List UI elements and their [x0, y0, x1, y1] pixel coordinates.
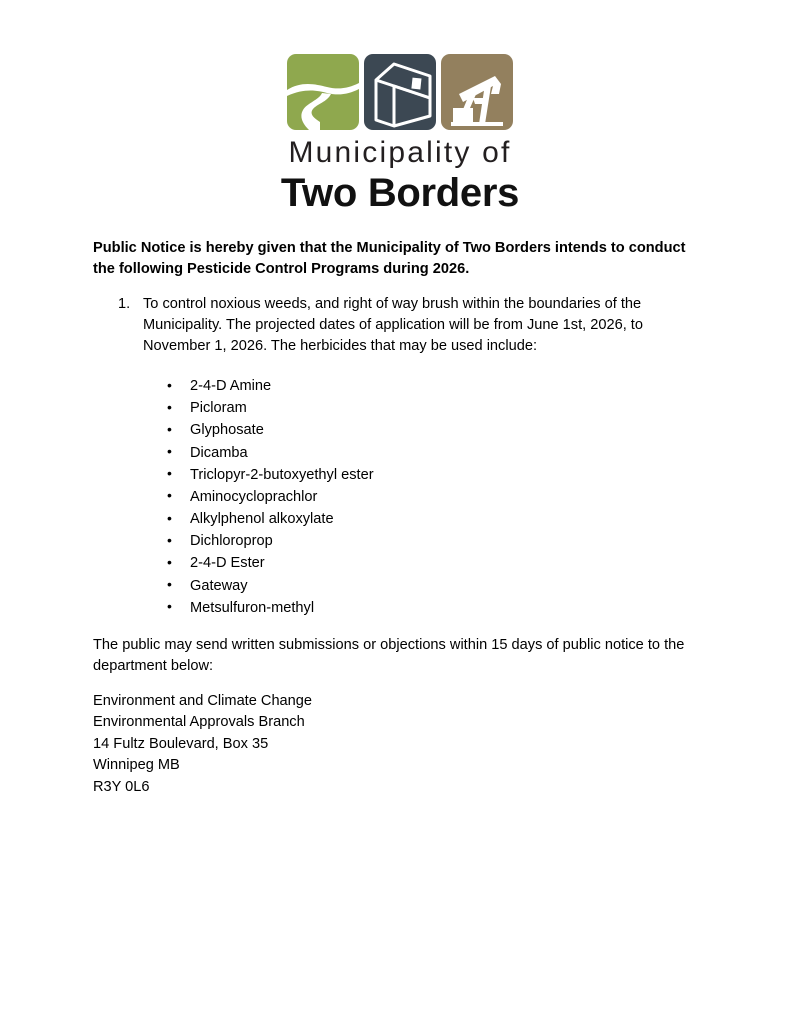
herbicide-name: 2-4-D Amine [190, 378, 272, 394]
list-item [93, 397, 693, 419]
herbicide-name: 2-4-D Ester [190, 555, 265, 572]
municipality-logo [0, 54, 800, 214]
department-address [93, 691, 693, 798]
notice-lead-paragraph: Public Notice is hereby given that the Municipality of Two Borders intends to conduct the following Pesticide Control Programs during 2026. [93, 240, 686, 277]
oil-pumpjack-tile [441, 54, 513, 130]
list-item [93, 552, 693, 574]
bullet-icon: • [167, 598, 172, 615]
grain-elevator-icon [364, 54, 436, 130]
numbered-list-item [93, 294, 691, 357]
herbicide-list [93, 375, 693, 619]
bullet-icon: • [167, 376, 172, 393]
numbered-program-list [93, 294, 693, 357]
grain-elevator-tile [364, 54, 436, 130]
list-item [93, 597, 693, 619]
herbicide-name: Picloram [190, 400, 247, 417]
herbicide-name: Glyphosate [190, 422, 264, 439]
list-item-marker: 1. [118, 296, 131, 312]
list-item-text: To control noxious weeds, and right of way brush within the boundaries of the Municipality. The projected dates of application will be from June 1st, 2026, to November 1, 2026. The herbicides that may be used include: [143, 296, 643, 354]
list-item [93, 442, 693, 464]
submissions-paragraph: The public may send written submissions or objections within 15 days of public notice to the department below: [93, 636, 685, 674]
bullet-icon: • [167, 553, 172, 570]
address-line: Environment and Climate Change [93, 692, 313, 709]
herbicide-name: Aminocycloprachlor [190, 488, 318, 505]
bullet-icon: • [167, 398, 172, 415]
list-item [93, 375, 693, 397]
address-line: Winnipeg MB [93, 757, 180, 774]
herbicide-name: Triclopyr-2-butoxyethyl ester [190, 466, 374, 483]
logo-tile-group [0, 54, 800, 130]
bullet-icon: • [167, 465, 172, 482]
list-item [93, 575, 693, 597]
address-line: R3Y 0L6 [93, 778, 150, 795]
list-item [93, 486, 693, 508]
address-line: Environmental Approvals Branch [93, 714, 305, 731]
notice-body [93, 238, 693, 798]
winding-road-tile [287, 54, 359, 130]
bullet-icon: • [167, 487, 172, 504]
bullet-icon: • [167, 420, 172, 437]
oil-pumpjack-icon [441, 54, 513, 130]
list-item [93, 530, 693, 552]
herbicide-name: Dichloroprop [190, 533, 273, 550]
herbicide-name: Gateway [190, 577, 248, 594]
logo-wordmark [0, 136, 800, 214]
bullet-icon: • [167, 443, 172, 460]
bullet-icon: • [167, 509, 172, 526]
wordmark-line-top: Municipality of [288, 136, 512, 169]
bullet-icon: • [167, 576, 172, 593]
wordmark-line-bottom: Two Borders [280, 170, 520, 215]
winding-road-icon [287, 54, 359, 130]
list-item [93, 419, 693, 441]
list-item [93, 464, 693, 486]
herbicide-name: Dicamba [190, 444, 248, 461]
list-item [93, 508, 693, 530]
bullet-icon: • [167, 531, 172, 548]
herbicide-name: Alkylphenol alkoxylate [190, 511, 334, 528]
herbicide-name: Metsulfuron-methyl [190, 599, 315, 616]
address-line: 14 Fultz Boulevard, Box 35 [93, 735, 269, 752]
